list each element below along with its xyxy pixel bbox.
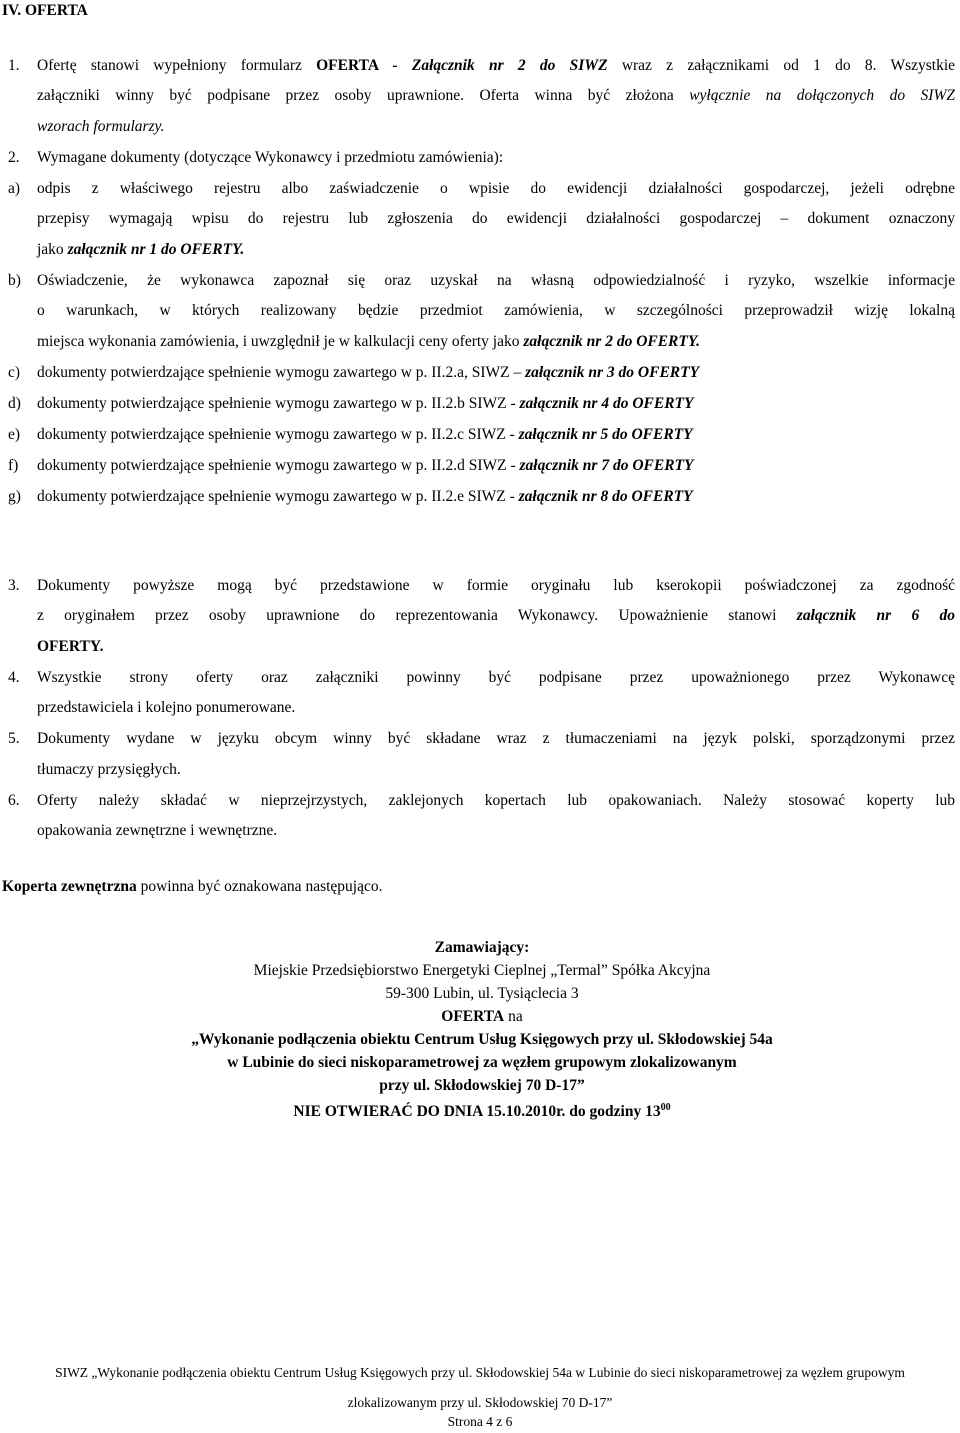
p1-text-end: wraz z załącznikami od 1 do 8. Wszystkie [607,57,956,74]
p2-item-label: f) [8,457,19,474]
envelope-intro-bold: Koperta zewnętrzna [2,878,137,895]
p2-item-annex: załącznik nr 7 do OFERTY [519,457,694,474]
p1-oferta: OFERTA [316,57,379,74]
p2a-text: jako [37,241,68,258]
p2b-line-3 [37,331,700,353]
p4-line-2: przedstawiciela i kolejno ponumerowane. [37,699,296,716]
p1-line-3: wzorach formularzy. [37,118,165,135]
p2b-line-1: Oświadczenie, że wykonawca zapoznał się oraz uzyskał na własną odpowiedzialność i ryzyko, wszelkie informacje [37,272,955,289]
p3-line-2 [37,605,955,627]
envelope-warning-text: NIE OTWIERAĆ DO DNIA 15.10.2010r. do godziny 13 [293,1103,661,1121]
section-title: IV. OFERTA [2,2,88,19]
p2-item [37,393,693,415]
envelope-offer [123,1006,841,1028]
envelope-warning-sup: 00 [660,1102,671,1113]
p2-item-text: dokumenty potwierdzające spełnienie wymogu zawartego w p. II.2.d SIWZ - [37,457,520,474]
footer-page-number: Strona 4 z 6 [447,1414,513,1429]
p2b-annex: załącznik nr 2 do OFERTY. [523,333,701,350]
p2-item [37,455,693,477]
p2-item [37,424,693,446]
envelope-title-2: w Lubinie do sieci niskoparametrowej za węzłem grupowym zlokalizowanym [227,1054,737,1071]
p3-line-1: Dokumenty powyższe mogą być przedstawione w formie oryginału lub kserokopii poświadczonej za zgodność [37,577,955,594]
p2b-text: miejsca wykonania zamówienia, i uwzględnił je w kalkulacji ceny oferty jako [37,333,524,350]
envelope-title-1: „Wykonanie podłączenia obiektu Centrum Usług Księgowych przy ul. Skłodowskiej 54a [191,1031,773,1048]
p6-line-1: Oferty należy składać w nieprzejrzystych, zaklejonych kopertach lub opakowaniach. Należy stosować koperty lub [37,792,955,809]
p2-item [37,486,693,508]
p1-line-1 [37,55,955,77]
envelope-offer-text: na [504,1008,523,1025]
p2-item-annex: załącznik nr 3 do OFERTY [525,364,700,381]
p1-text: Ofertę stanowi wypełniony formularz [37,57,317,74]
p2-item-text: dokumenty potwierdzające spełnienie wymogu zawartego w p. II.2.e SIWZ - [37,488,519,505]
envelope-heading: Zamawiający: [434,939,530,956]
p2a-annex: załącznik nr 1 do OFERTY. [67,241,245,258]
p2b-label: b) [8,272,21,289]
p2-item-annex: załącznik nr 4 do OFERTY [519,395,694,412]
envelope-title-3: przy ul. Skłodowskiej 70 D-17” [379,1077,585,1094]
p2a-label: a) [8,180,21,197]
p2-item-text: dokumenty potwierdzające spełnienie wymogu zawartego w p. II.2.b SIWZ - [37,395,520,412]
envelope-intro-text: powinna być oznakowana następująco. [136,878,383,895]
envelope-line-2: 59-300 Lubin, ul. Tysiąclecia 3 [385,985,579,1002]
p2b-line-2: o warunkach, w których realizowany będzie przedmiot zamówienia, w szczególności przeprowadził wizję lokalną [37,302,955,319]
p1-annex: Załącznik nr 2 do SIWZ [411,57,608,74]
p1-italic: wyłącznie na dołączonych do SIWZ [689,87,955,104]
p2-item-label: c) [8,364,21,381]
p5-line-1: Dokumenty wydane w języku obcym winny być składane wraz z tłumaczeniami na język polski, sporządzonymi przez [37,730,955,747]
p1-dash: - [378,57,412,74]
p2a-line-2: przepisy wymagają wpisu do rejestru lub zgłoszenia do ewidencji działalności gospodarczej – dokument oznaczony [37,210,955,227]
p3-annex: załącznik nr 6 do [796,607,955,624]
p2a-line-1: odpis z właściwego rejestru albo zaświadczenie o wpisie do ewidencji działalności gospodarczej, jeżeli odrębne [37,180,955,197]
p5-number: 5. [8,730,20,747]
p1-text-2: załączniki winny być podpisane przez osoby uprawnione. Oferta winna być złożona [37,87,690,104]
p2a-line-3 [37,239,244,261]
p2-item-text: dokumenty potwierdzające spełnienie wymogu zawartego w p. II.2.c SIWZ - [37,426,519,443]
p2-item-label: g) [8,488,21,505]
footer-line-1: SIWZ „Wykonanie podłączenia obiektu Centrum Usług Księgowych przy ul. Skłodowskiej 54a w Lubinie do sieci niskoparametrowej za węzłem grupowym [55,1365,905,1380]
p3-text: z oryginałem przez osoby uprawnione do reprezentowania Wykonawcy. Upoważnienie stanowi [37,607,797,624]
p6-line-2: opakowania zewnętrzne i wewnętrzne. [37,822,278,839]
p6-number: 6. [8,792,20,809]
p2-item-label: d) [8,395,21,412]
p1-line-2 [37,85,955,107]
p4-number: 4. [8,669,20,686]
p2-item-label: e) [8,426,21,443]
p1-number: 1. [8,57,20,74]
p2-number: 2. [8,149,20,166]
envelope-intro [2,876,382,898]
p2-item-annex: załącznik nr 8 do OFERTY [518,488,693,505]
p3-number: 3. [8,577,20,594]
p2-intro: Wymagane dokumenty (dotyczące Wykonawcy i przedmiotu zamówienia): [37,149,504,166]
p2-item-text: dokumenty potwierdzające spełnienie wymogu zawartego w p. II.2.a, SIWZ – [37,364,526,381]
p3-line-3: OFERTY. [37,638,104,655]
envelope-offer-bold: OFERTA [441,1008,505,1025]
p4-line-1: Wszystkie strony oferty oraz załączniki powinny być podpisane przez upoważnionego przez Wykonawcę [37,669,955,686]
envelope-line-1: Miejskie Przedsiębiorstwo Energetyki Cieplnej „Termal” Spółka Akcyjna [253,962,711,979]
p2-item [37,362,699,384]
envelope-warning [123,1097,841,1123]
p5-line-2: tłumaczy przysięgłych. [37,761,181,778]
p2-item-annex: załącznik nr 5 do OFERTY [518,426,693,443]
footer-line-2: zlokalizowanym przy ul. Skłodowskiej 70 D-17” [347,1395,613,1410]
